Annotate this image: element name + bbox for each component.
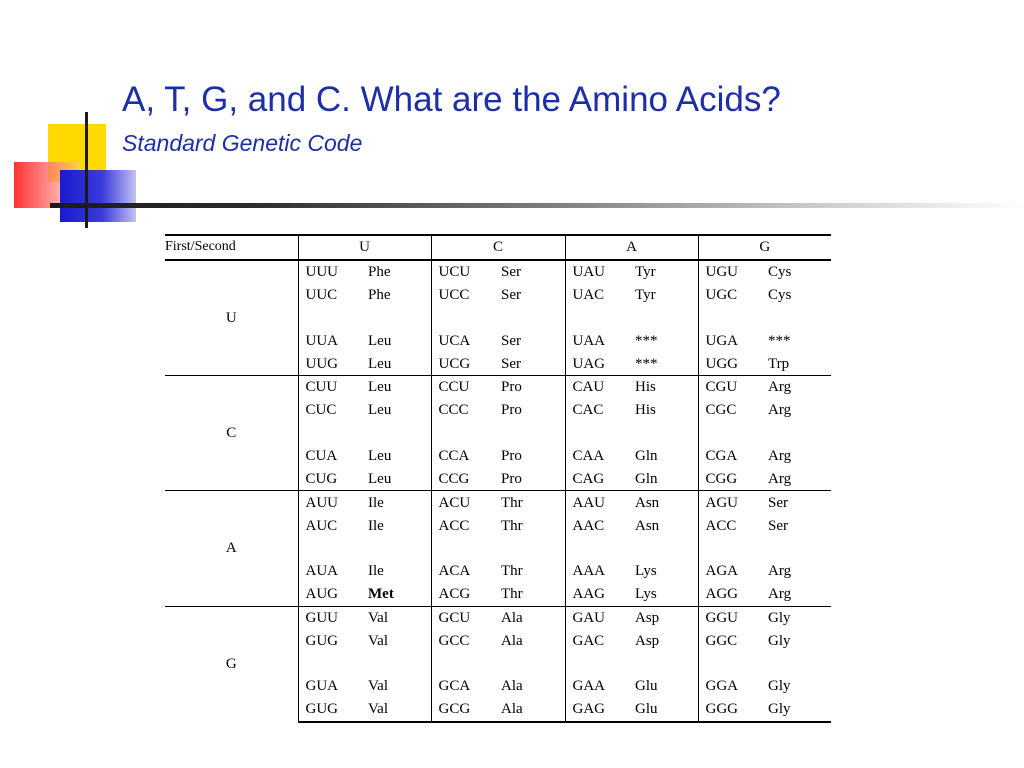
codon-cell: GGU bbox=[698, 606, 768, 629]
codon-cell: CCG bbox=[431, 467, 501, 490]
amino-acid-cell bbox=[368, 307, 431, 330]
codon-cell: GGC bbox=[698, 629, 768, 652]
amino-acid-cell bbox=[768, 652, 831, 675]
amino-acid-cell: Thr bbox=[501, 517, 523, 534]
codon-cell: AAA bbox=[565, 560, 635, 583]
amino-acid-cell: Arg bbox=[768, 376, 831, 399]
amino-acid-cell bbox=[368, 652, 431, 675]
codon-cell bbox=[698, 652, 768, 675]
amino-acid-cell: *** bbox=[635, 355, 658, 372]
codon-cell: UAG bbox=[565, 352, 635, 375]
amino-acid-cell bbox=[635, 537, 698, 560]
table-row bbox=[165, 260, 831, 284]
amino-acid-cell bbox=[501, 537, 565, 560]
codon-cell: UUG bbox=[298, 352, 368, 375]
codon-cell bbox=[698, 422, 768, 445]
codon-cell: GAG bbox=[565, 698, 635, 722]
amino-acid-cell: Arg bbox=[768, 586, 792, 603]
codon-cell: CAC bbox=[565, 399, 635, 422]
amino-acid-cell: Asp bbox=[635, 632, 660, 649]
codon-cell: GCG bbox=[431, 698, 501, 722]
amino-acid-cell: Asn bbox=[635, 491, 698, 514]
codon-cell: UCG bbox=[431, 352, 501, 375]
amino-acid-cell: *** bbox=[768, 332, 791, 349]
decor-vertical-line bbox=[85, 112, 88, 228]
codon-cell bbox=[698, 537, 768, 560]
codon-cell bbox=[431, 537, 501, 560]
codon-cell: CCC bbox=[431, 399, 501, 422]
amino-acid-cell: Glu bbox=[635, 698, 698, 722]
amino-acid-cell: Pro bbox=[501, 448, 522, 465]
column-header-c: C bbox=[431, 235, 565, 260]
codon-cell bbox=[565, 537, 635, 560]
codon-cell bbox=[565, 652, 635, 675]
amino-acid-cell bbox=[368, 422, 431, 445]
title-underline bbox=[50, 203, 1024, 208]
codon-cell: GUG bbox=[298, 629, 368, 652]
amino-acid-cell: Phe bbox=[368, 260, 431, 284]
amino-acid-cell bbox=[501, 422, 565, 445]
codon-cell: AGG bbox=[698, 583, 768, 606]
codon-cell: CUA bbox=[298, 445, 368, 468]
amino-acid-cell: Tyr bbox=[635, 260, 698, 284]
amino-acid-cell: Phe bbox=[368, 287, 391, 304]
codon-cell: UGA bbox=[698, 329, 768, 352]
amino-acid-cell: Leu bbox=[368, 470, 392, 487]
codon-cell: AAC bbox=[565, 514, 635, 537]
codon-cell bbox=[298, 652, 368, 675]
amino-acid-cell: Pro bbox=[501, 402, 522, 419]
codon-cell: GGG bbox=[698, 698, 768, 722]
codon-table bbox=[165, 234, 831, 723]
codon-cell bbox=[431, 307, 501, 330]
amino-acid-cell: Thr bbox=[501, 563, 523, 580]
decor-blue-square bbox=[60, 170, 136, 222]
codon-cell: AGA bbox=[698, 560, 768, 583]
codon-cell: AUA bbox=[298, 560, 368, 583]
amino-acid-cell: Val bbox=[368, 678, 388, 695]
codon-cell: ACU bbox=[431, 491, 501, 514]
codon-cell: AAG bbox=[565, 583, 635, 606]
codon-cell: AUC bbox=[298, 514, 368, 537]
codon-cell bbox=[298, 307, 368, 330]
amino-acid-cell: Arg bbox=[768, 448, 792, 465]
amino-acid-cell: Gln bbox=[635, 470, 658, 487]
codon-cell: ACG bbox=[431, 583, 501, 606]
codon-cell: CUU bbox=[298, 376, 368, 399]
slide-title: A, T, G, and C. What are the Amino Acids? bbox=[122, 80, 781, 119]
amino-acid-cell: Arg bbox=[768, 563, 792, 580]
codon-cell bbox=[298, 537, 368, 560]
first-base-label: U bbox=[165, 260, 298, 376]
codon-cell: UCC bbox=[431, 284, 501, 307]
codon-cell: CUG bbox=[298, 467, 368, 490]
amino-acid-cell: Arg bbox=[768, 470, 792, 487]
codon-cell bbox=[565, 307, 635, 330]
first-base-label: C bbox=[165, 376, 298, 491]
codon-cell: AAU bbox=[565, 491, 635, 514]
amino-acid-cell: Leu bbox=[368, 376, 431, 399]
amino-acid-cell: Ile bbox=[368, 491, 431, 514]
codon-cell: GCU bbox=[431, 606, 501, 629]
amino-acid-cell: Ser bbox=[501, 287, 521, 304]
codon-cell: CGU bbox=[698, 376, 768, 399]
codon-cell: GCC bbox=[431, 629, 501, 652]
amino-acid-cell: Leu bbox=[368, 448, 392, 465]
amino-acid-cell bbox=[768, 422, 831, 445]
codon-cell: GCA bbox=[431, 675, 501, 698]
amino-acid-cell: His bbox=[635, 402, 656, 419]
amino-acid-cell: Lys bbox=[635, 586, 657, 603]
codon-cell: AUU bbox=[298, 491, 368, 514]
codon-cell: AGU bbox=[698, 491, 768, 514]
column-header-g: G bbox=[698, 235, 831, 260]
amino-acid-cell: Glu bbox=[635, 678, 658, 695]
codon-cell: GUU bbox=[298, 606, 368, 629]
amino-acid-cell: Leu bbox=[368, 402, 392, 419]
codon-cell: UGU bbox=[698, 260, 768, 284]
amino-acid-cell: Cys bbox=[768, 260, 831, 284]
codon-cell: CUC bbox=[298, 399, 368, 422]
codon-cell: UGG bbox=[698, 352, 768, 375]
codon-cell bbox=[698, 307, 768, 330]
table-row bbox=[165, 491, 831, 514]
codon-cell bbox=[431, 652, 501, 675]
amino-acid-cell: Val bbox=[368, 606, 431, 629]
codon-cell: ACC bbox=[431, 514, 501, 537]
corner-label: First/Second bbox=[165, 235, 298, 260]
codon-cell: CAU bbox=[565, 376, 635, 399]
amino-acid-cell: Gly bbox=[768, 632, 791, 649]
amino-acid-cell: Leu bbox=[368, 355, 392, 372]
amino-acid-cell bbox=[501, 652, 565, 675]
codon-cell: ACA bbox=[431, 560, 501, 583]
amino-acid-cell bbox=[635, 307, 698, 330]
amino-acid-cell: Asp bbox=[635, 606, 698, 629]
amino-acid-cell: Ala bbox=[501, 606, 565, 629]
amino-acid-cell: Ala bbox=[501, 632, 523, 649]
codon-cell: CAA bbox=[565, 445, 635, 468]
amino-acid-cell: Tyr bbox=[635, 287, 656, 304]
amino-acid-cell: Val bbox=[368, 698, 431, 722]
amino-acid-cell: Ala bbox=[501, 678, 523, 695]
amino-acid-cell: Thr bbox=[501, 491, 565, 514]
codon-cell: UAC bbox=[565, 284, 635, 307]
amino-acid-cell bbox=[368, 537, 431, 560]
amino-acid-cell: Lys bbox=[635, 563, 657, 580]
codon-cell: CGG bbox=[698, 467, 768, 490]
amino-acid-cell bbox=[768, 537, 831, 560]
amino-acid-cell: *** bbox=[635, 332, 658, 349]
amino-acid-cell: Asn bbox=[635, 517, 660, 534]
column-header-a: A bbox=[565, 235, 698, 260]
amino-acid-cell: Ser bbox=[501, 260, 565, 284]
amino-acid-cell: Ile bbox=[368, 563, 384, 580]
amino-acid-cell: Pro bbox=[501, 376, 565, 399]
codon-cell: CAG bbox=[565, 467, 635, 490]
amino-acid-cell: Gly bbox=[768, 606, 831, 629]
codon-cell bbox=[565, 422, 635, 445]
amino-acid-cell: His bbox=[635, 376, 698, 399]
amino-acid-cell: Ile bbox=[368, 517, 384, 534]
amino-acid-cell: Met bbox=[368, 586, 394, 603]
amino-acid-cell: Cys bbox=[768, 287, 792, 304]
amino-acid-cell: Ser bbox=[501, 355, 521, 372]
codon-cell: AUG bbox=[298, 583, 368, 606]
header-row bbox=[165, 235, 831, 260]
codon-cell: GGA bbox=[698, 675, 768, 698]
amino-acid-cell bbox=[501, 307, 565, 330]
codon-cell: CGA bbox=[698, 445, 768, 468]
codon-cell: GAU bbox=[565, 606, 635, 629]
amino-acid-cell: Ser bbox=[768, 517, 789, 534]
amino-acid-cell: Pro bbox=[501, 470, 522, 487]
first-base-label: G bbox=[165, 606, 298, 722]
table-row bbox=[165, 606, 831, 629]
codon-cell: GAC bbox=[565, 629, 635, 652]
codon-cell: UCA bbox=[431, 329, 501, 352]
amino-acid-cell: Arg bbox=[768, 402, 792, 419]
amino-acid-cell: Ser bbox=[768, 491, 831, 514]
amino-acid-cell: Leu bbox=[368, 332, 392, 349]
codon-cell: ACC bbox=[698, 514, 768, 537]
amino-acid-cell bbox=[635, 422, 698, 445]
amino-acid-cell: Thr bbox=[501, 586, 523, 603]
codon-cell: CGC bbox=[698, 399, 768, 422]
first-base-label: A bbox=[165, 491, 298, 606]
amino-acid-cell: Ser bbox=[501, 332, 521, 349]
codon-cell: GUG bbox=[298, 698, 368, 722]
amino-acid-cell bbox=[768, 307, 831, 330]
codon-cell: UUC bbox=[298, 284, 368, 307]
amino-acid-cell bbox=[635, 652, 698, 675]
codon-cell: UAU bbox=[565, 260, 635, 284]
table-row bbox=[165, 376, 831, 399]
amino-acid-cell: Gly bbox=[768, 698, 831, 722]
codon-cell: UAA bbox=[565, 329, 635, 352]
codon-cell: UCU bbox=[431, 260, 501, 284]
codon-table-body bbox=[165, 260, 831, 722]
codon-cell: GAA bbox=[565, 675, 635, 698]
codon-cell: CCU bbox=[431, 376, 501, 399]
amino-acid-cell: Val bbox=[368, 632, 388, 649]
amino-acid-cell: Gly bbox=[768, 678, 791, 695]
amino-acid-cell: Trp bbox=[768, 355, 790, 372]
codon-cell: GUA bbox=[298, 675, 368, 698]
slide-subtitle: Standard Genetic Code bbox=[122, 130, 363, 156]
codon-cell bbox=[431, 422, 501, 445]
codon-cell bbox=[298, 422, 368, 445]
codon-cell: CCA bbox=[431, 445, 501, 468]
amino-acid-cell: Gln bbox=[635, 448, 658, 465]
codon-cell: UUU bbox=[298, 260, 368, 284]
codon-cell: UUA bbox=[298, 329, 368, 352]
amino-acid-cell: Ala bbox=[501, 698, 565, 722]
codon-cell: UGC bbox=[698, 284, 768, 307]
column-header-u: U bbox=[298, 235, 431, 260]
